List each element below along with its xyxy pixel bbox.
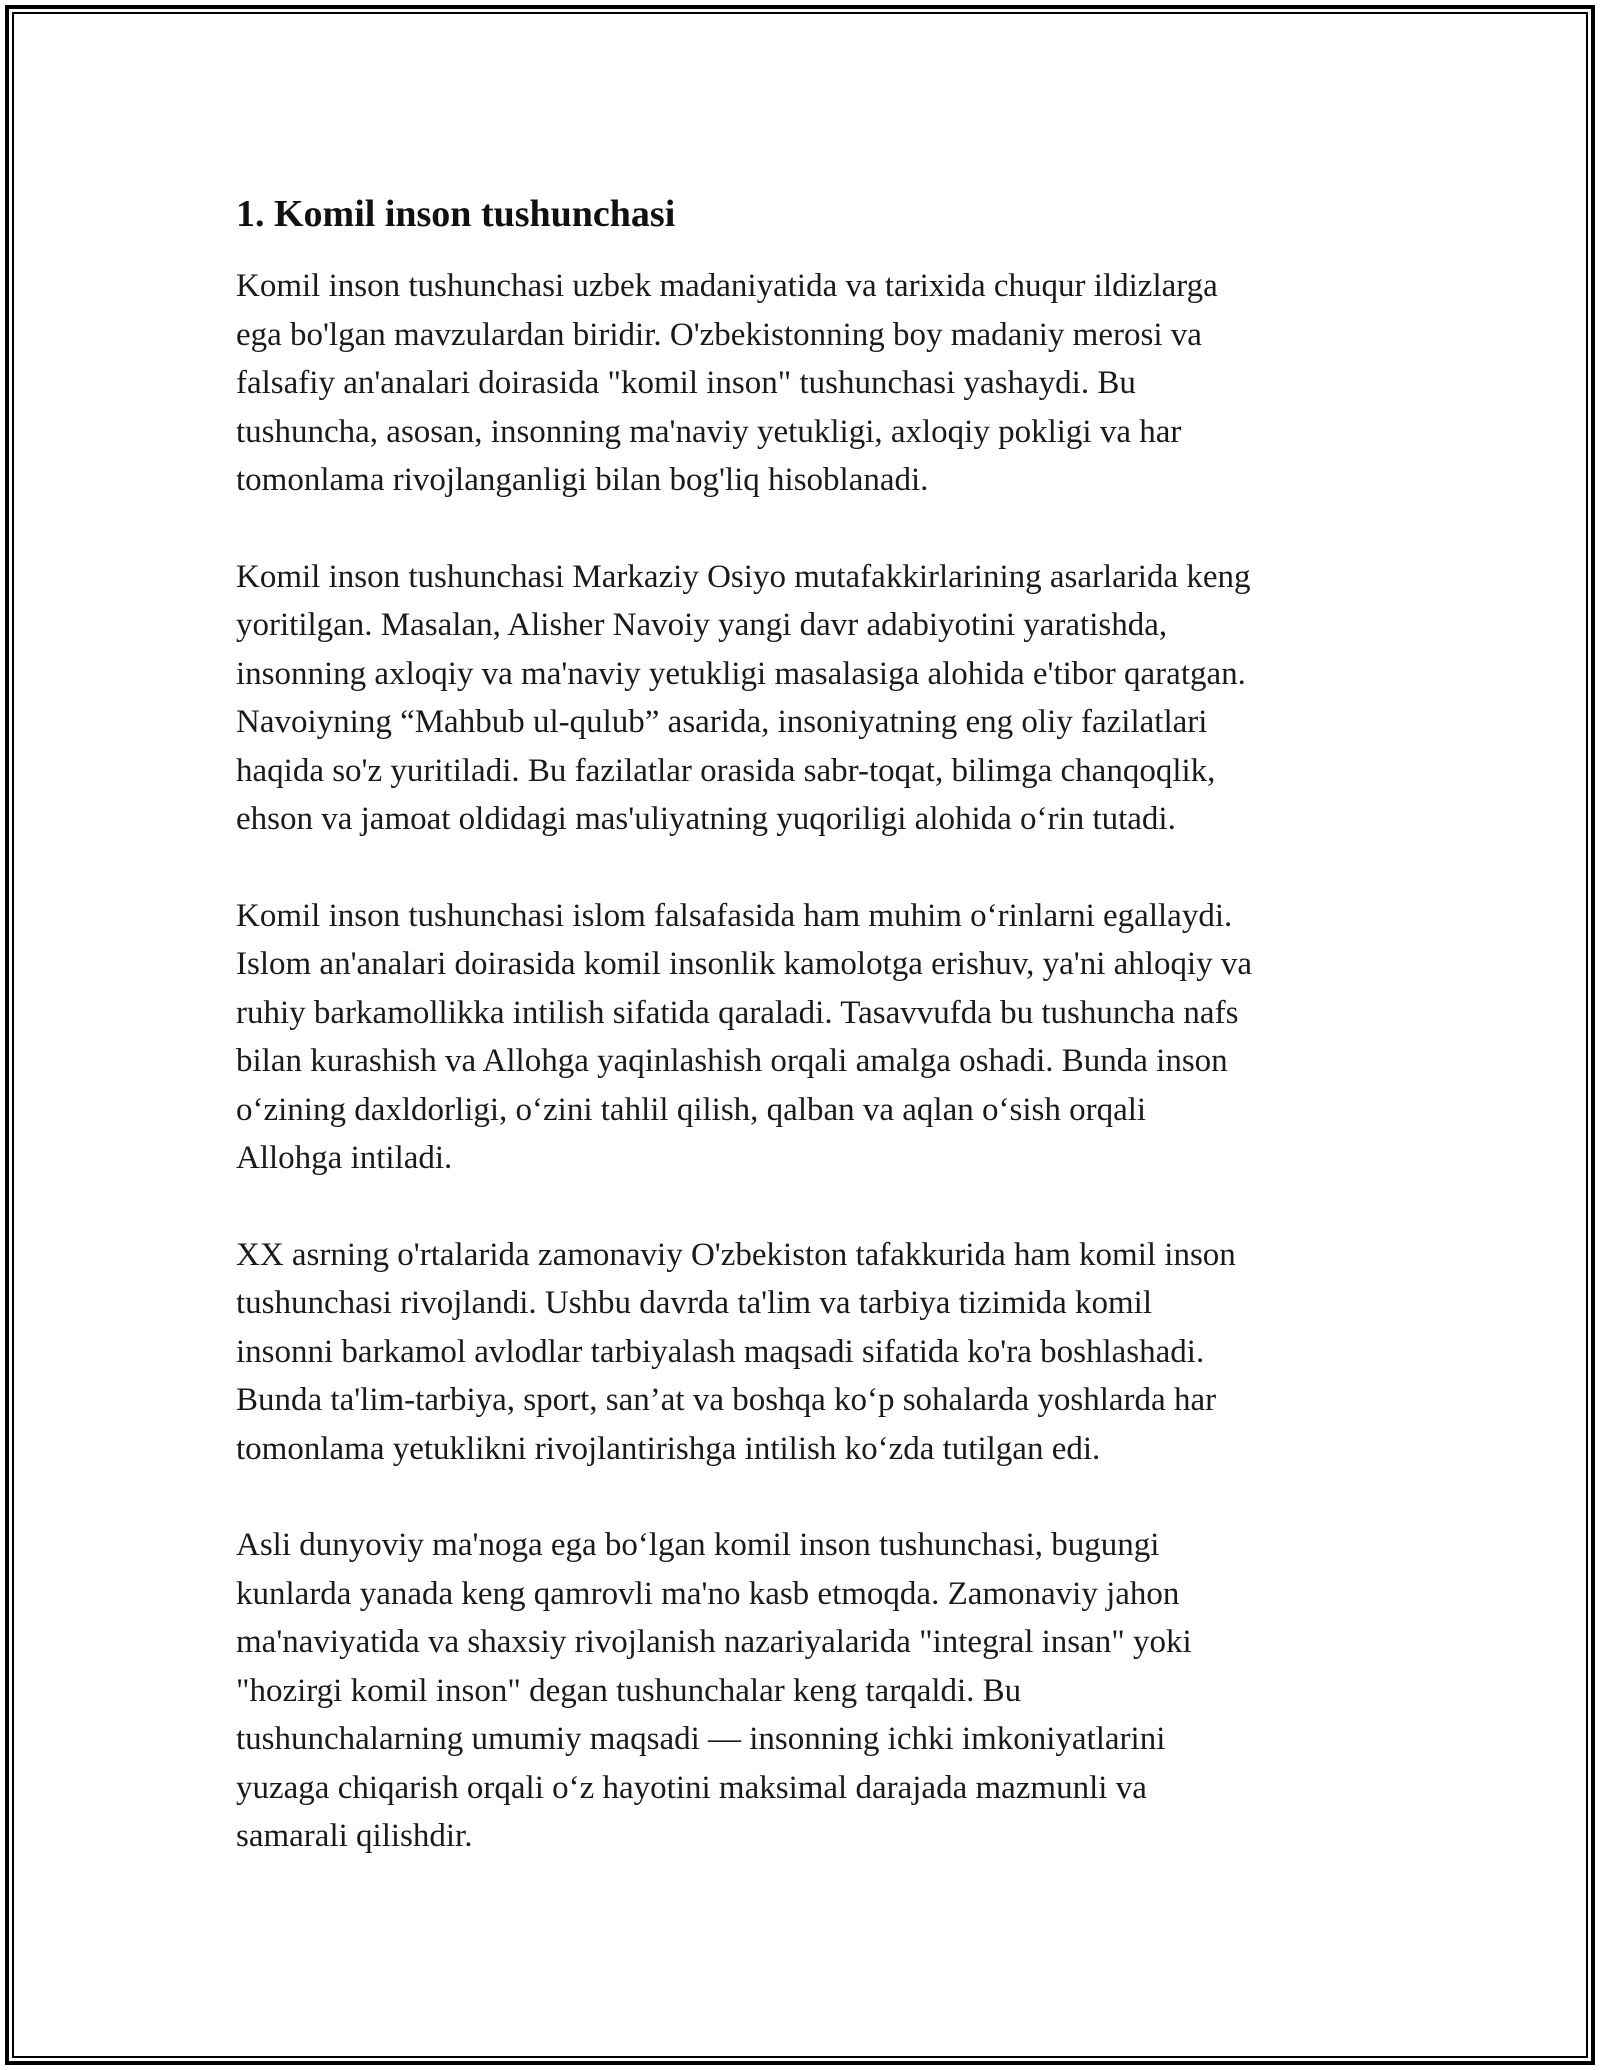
text-line: Komil inson tushunchasi islom falsafasida ham muhim oʻrinlarni egallaydi. [236, 897, 1233, 934]
text-line: oʻzining daxldorligi, oʻzini tahlil qilish, qalban va aqlan oʻsish orqali [236, 1091, 1147, 1128]
text-line: yoritilgan. Masalan, Alisher Navoiy yangi davr adabiyotini yaratishda, [236, 607, 1168, 643]
text-line: tushuncha, asosan, insonning ma'naviy yetukligi, axloqiy pokligi va har [236, 413, 1182, 450]
text-line: Islom an'analari doirasida komil insonlik kamolotga erishuv, ya'ni ahloqiy va [236, 946, 1253, 982]
text-line: Komil inson tushunchasi uzbek madaniyatida va tarixida chuqur ildizlarga [236, 268, 1218, 304]
text-line: kunlarda yanada keng qamrovli ma'no kasb etmoqda. Zamonaviy jahon [236, 1575, 1180, 1612]
section-heading: 1. Komil inson tushunchasi [236, 193, 676, 235]
text-line: tushunchasi rivojlandi. Ushbu davrda ta'lim va tarbiya tizimida komil [236, 1285, 1153, 1321]
text-line: Bunda ta'lim-tarbiya, sport, san’at va boshqa koʻp sohalarda yoshlarda har [236, 1382, 1217, 1418]
document-body [236, 188, 1376, 1909]
text-line: bilan kurashish va Allohga yaqinlashish orqali amalga oshadi. Bunda inson [236, 1043, 1228, 1079]
paragraph-3 [236, 892, 1376, 1183]
text-line: ega bo'lgan mavzulardan biridir. O'zbekistonning boy madaniy merosi va [236, 316, 1202, 353]
text-line: Navoiyning “Mahbub ul-qulub” asarida, insoniyatning eng oliy fazilatlari [236, 704, 1208, 740]
text-line: tushunchalarning umumiy maqsadi — insonning ichki imkoniyatlarini [236, 1721, 1166, 1757]
text-line: tomonlama rivojlanganligi bilan bog'liq hisoblanadi. [236, 462, 929, 498]
text-line: XX asrning o'rtalarida zamonaviy O'zbekiston tafakkurida ham komil inson [236, 1236, 1236, 1273]
text-line: yuzaga chiqarish orqali oʻz hayotini maksimal darajada mazmunli va [236, 1769, 1147, 1806]
text-line: "hozirgi komil inson" degan tushunchalar keng tarqaldi. Bu [236, 1672, 1022, 1709]
text-line: ma'naviyatida va shaxsiy rivojlanish nazariyalarida "integral insan" yoki [236, 1624, 1192, 1660]
text-line: Allohga intiladi. [236, 1140, 453, 1176]
paragraph-2 [236, 553, 1376, 844]
text-line: samarali qilishdir. [236, 1818, 473, 1854]
text-line: ehson va jamoat oldidagi mas'uliyatning yuqoriligi alohida oʻrin tutadi. [236, 801, 1176, 837]
text-line: insonni barkamol avlodlar tarbiyalash maqsadi sifatida ko'ra boshlashadi. [236, 1333, 1205, 1370]
text-line: Asli dunyoviy ma'noga ega boʻlgan komil inson tushunchasi, bugungi [236, 1527, 1160, 1563]
paragraph-4 [236, 1231, 1376, 1474]
text-line: Komil inson tushunchasi Markaziy Osiyo mutafakkirlarining asarlarida keng [236, 558, 1251, 595]
text-line: haqida so'z yuritiladi. Bu fazilatlar orasida sabr-toqat, bilimga chanqoqlik, [236, 752, 1216, 789]
text-line: falsafiy an'analari doirasida "komil inson" tushunchasi yashaydi. Bu [236, 365, 1136, 401]
text-line: insonning axloqiy va ma'naviy yetukligi masalasiga alohida e'tibor qaratgan. [236, 655, 1246, 692]
text-line: ruhiy barkamollikka intilish sifatida qaraladi. Tasavvufda bu tushuncha nafs [236, 994, 1239, 1031]
paragraph-5 [236, 1521, 1376, 1861]
text-line: tomonlama yetuklikni rivojlantirishga intilish koʻzda tutilgan edi. [236, 1430, 1101, 1467]
paragraph-1 [236, 262, 1376, 505]
